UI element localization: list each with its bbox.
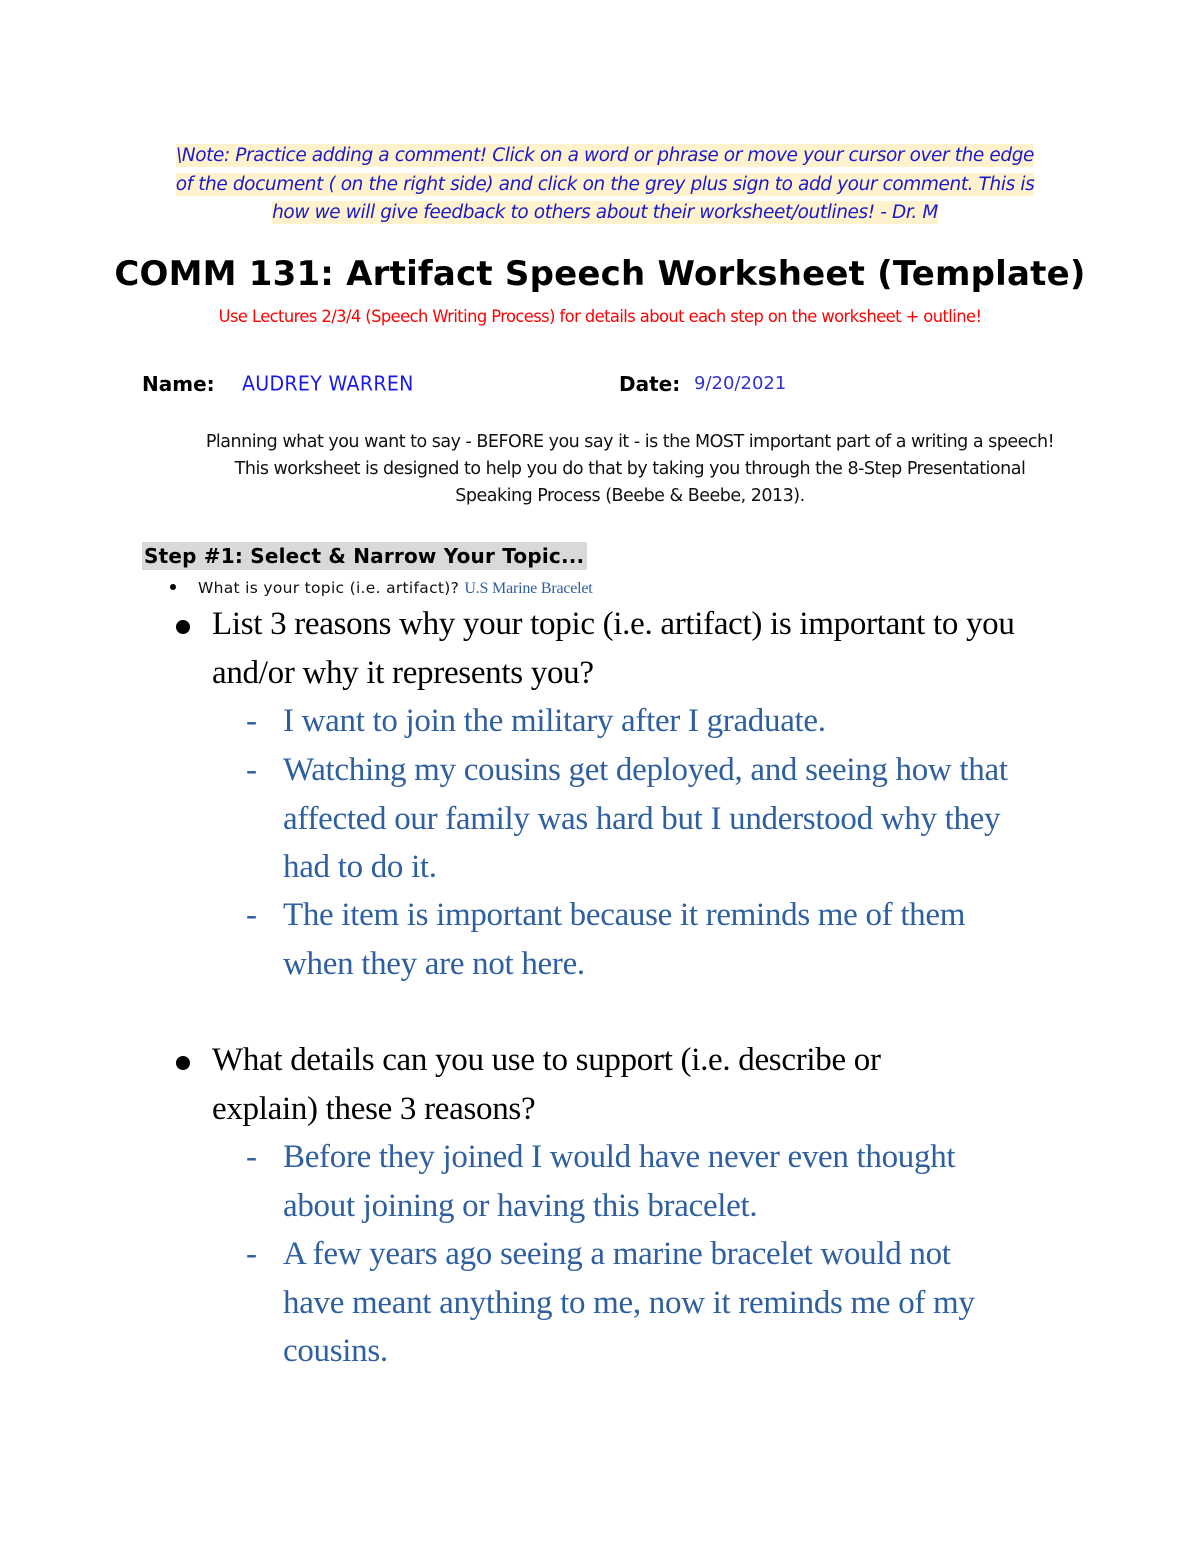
note-line-2: of the document ( on the right side) and click on the grey plus sign to add your comment. This is — [175, 173, 1035, 195]
dash-bullet-icon: - — [246, 1139, 257, 1175]
date-value[interactable]: 9/20/2021 — [694, 373, 787, 394]
answer-item[interactable] — [246, 697, 1096, 746]
answer-line: had to do it. — [283, 849, 437, 885]
question-line: What details can you use to support (i.e. describe or — [212, 1042, 881, 1078]
dash-bullet-icon: - — [246, 703, 257, 739]
answer-item[interactable] — [246, 891, 1096, 988]
note-line-3: how we will give feedback to others about their worksheet/outlines! - Dr. M — [272, 202, 938, 223]
intro-line-1: Planning what you want to say - BEFORE you say it - is the MOST important part of a writing a speech! — [205, 432, 1055, 452]
note-line-1: \Note: Practice adding a comment! Click on a word or phrase or move your cursor over the edge — [175, 145, 1035, 166]
topic-question — [170, 576, 593, 601]
question-line: and/or why it represents you? — [212, 654, 594, 691]
date-label: Date: — [619, 372, 681, 396]
topic-question-text: What is your topic (i.e. artifact)? — [198, 579, 465, 597]
question-details — [176, 1036, 1106, 1133]
name-value[interactable]: AUDREY WARREN — [242, 372, 414, 396]
step-1-heading: Step #1: Select & Narrow Your Topic... — [142, 542, 587, 570]
intro-line-2: This worksheet is designed to help you do that by taking you through the 8-Step Presentational — [234, 459, 1026, 479]
instructor-note — [140, 142, 1070, 228]
topic-answer[interactable]: U.S Marine Bracelet — [464, 580, 593, 597]
answer-line: about joining or having this bracelet. — [283, 1187, 758, 1224]
answer-line: affected our family was hard but I understood why they — [283, 800, 1001, 837]
answer-line: cousins. — [283, 1333, 388, 1369]
page-subtitle: Use Lectures 2/3/4 (Speech Writing Process) for details about each step on the worksheet + outline! — [218, 307, 982, 327]
answer-item[interactable] — [246, 1133, 1096, 1230]
bullet-icon — [176, 1056, 190, 1070]
question-line: explain) these 3 reasons? — [212, 1090, 536, 1127]
answer-item[interactable] — [246, 1230, 1096, 1376]
answer-line: The item is important because it reminds me of them — [283, 897, 966, 933]
answer-line: A few years ago seeing a marine bracelet would not — [283, 1236, 951, 1272]
name-date-row — [142, 366, 1042, 402]
answer-line: Before they joined I would have never even thought — [283, 1139, 956, 1175]
answer-line: Watching my cousins get deployed, and seeing how that — [283, 752, 1008, 788]
dash-bullet-icon: - — [246, 1236, 257, 1272]
answer-line: have meant anything to me, now it reminds me of my — [283, 1284, 975, 1321]
intro-line-3: Speaking Process (Beebe & Beebe, 2013). — [455, 486, 805, 506]
dash-bullet-icon: - — [246, 897, 257, 933]
name-label: Name: — [142, 372, 215, 396]
answer-line: when they are not here. — [283, 945, 585, 982]
bullet-icon — [170, 584, 176, 590]
question-line: List 3 reasons why your topic (i.e. artifact) is important to you — [212, 606, 1015, 642]
answer-item[interactable] — [246, 746, 1096, 892]
dash-bullet-icon: - — [246, 752, 257, 788]
intro-paragraph — [130, 429, 1130, 510]
bullet-icon — [176, 620, 190, 634]
question-reasons — [176, 600, 1106, 697]
page-title: COMM 131: Artifact Speech Worksheet (Template) — [114, 254, 1086, 294]
answer-line: I want to join the military after I graduate. — [283, 703, 826, 739]
